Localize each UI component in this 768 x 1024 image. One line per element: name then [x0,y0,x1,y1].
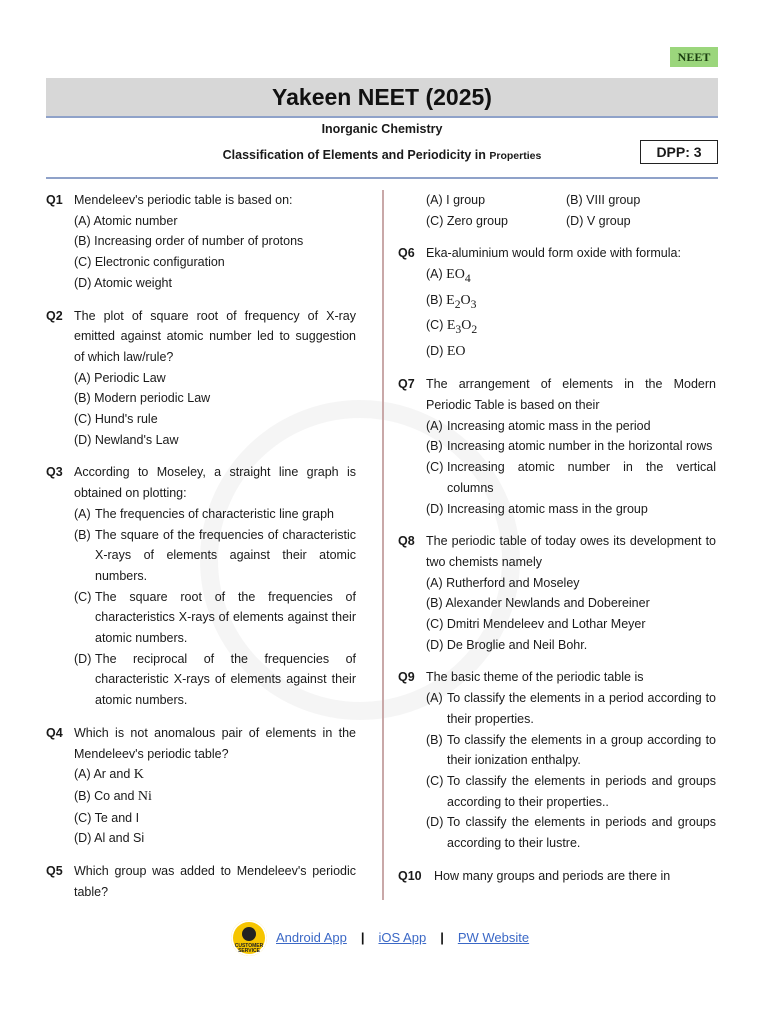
option-c [426,457,716,498]
question-number: Q10 [398,868,422,883]
topic-small: Properties [489,150,542,162]
customer-service-logo-icon[interactable] [231,920,267,956]
question-q10 [398,866,716,887]
question-number: Q2 [46,308,63,323]
question-number: Q6 [398,246,415,261]
question-text: The arrangement of elements in the Modern Periodic Table is based on their [426,377,716,413]
option-letter: (A) [426,267,447,282]
math-symbol: K [133,767,144,783]
option-d: (D) Atomic weight [74,275,172,290]
question-number: Q5 [46,864,63,879]
page-title: Yakeen NEET (2025) [46,78,718,118]
formula: $E_2O_3$ [446,292,477,311]
topic-heading [46,148,718,162]
option-a: (A) Atomic number [74,213,178,228]
option-b: (B) Increasing order of number of protons [74,234,304,249]
option-letter: (C) [426,460,444,475]
option-text: To classify the elements in periods and groups according to their lustre. [447,815,716,851]
option-d [426,812,716,853]
option-c [74,587,356,649]
formula: $EO_4$ [446,267,471,285]
option-b [426,290,716,316]
question-q4 [46,723,356,849]
question-number: Q8 [398,534,415,549]
question-q7 [398,374,716,519]
pw-website-link[interactable]: PW Website [457,930,530,945]
option-text: (B) Co and [74,788,138,803]
option-d [74,649,356,711]
option-text: Increasing atomic number in the vertical columns [447,460,716,495]
question-number: Q3 [46,465,63,480]
option-b [426,436,716,457]
option-text: The reciprocal of the frequencies of characteristic X-rays of elements against their atomic numbers. [95,651,356,708]
question-number: Q1 [46,193,63,207]
option-d [426,341,716,363]
question-number: Q7 [398,377,415,392]
option-c [426,315,716,341]
option-letter: (D) [74,651,92,666]
question-q9 [398,667,716,853]
question-text: Eka-aluminium would form oxide with formula: [426,246,681,261]
logo-text: CUSTOMER SERVICE [234,943,264,954]
option-d: (D) De Broglie and Neil Bohr. [426,637,588,652]
neet-badge: NEET [670,47,718,67]
option-letter: (A) [426,691,443,706]
question-text: Mendeleev's periodic table is based on: [74,193,293,207]
option-text: Increasing atomic number in the horizontal rows [447,439,713,454]
separator: | [360,930,365,945]
option-b [74,525,356,587]
option-text: The frequencies of characteristic line graph [95,506,335,521]
option-c: (C) Zero group [426,213,508,228]
question-q8 [398,531,716,655]
left-column [46,190,356,915]
header-rule [46,177,718,179]
question-text: How many groups and periods are there in [434,868,671,883]
question-q5 [46,861,356,902]
question-q5-options [398,190,716,231]
ios-app-link[interactable]: iOS App [378,930,427,945]
option-c [426,771,716,812]
option-letter: (D) [426,815,444,830]
question-text: Which is not anomalous pair of elements in the Mendeleev's periodic table? [74,725,356,761]
topic-main: Classification of Elements and Periodicity in [222,148,490,162]
headset-icon [242,927,256,941]
option-letter: (A) [426,418,443,433]
option-d [426,499,716,520]
question-q3 [46,462,356,710]
option-a [426,264,716,290]
option-text: The square of the frequencies of characteristic X-rays of elements against their atomic numbers. [95,527,356,583]
subject-heading: Inorganic Chemistry [321,122,443,136]
question-text: The plot of square root of frequency of X-ray emitted against atomic number led to suggestion of which law/rule? [74,308,356,364]
math-symbol: Ni [137,788,152,804]
separator: | [440,930,444,945]
option-c: (C) Hund's rule [74,412,158,427]
column-divider [382,190,384,900]
option-b: (B) Alexander Newlands and Dobereiner [426,596,650,611]
option-text: Increasing atomic mass in the period [447,418,651,433]
option-letter: (B) [426,732,443,747]
option-b: (B) Modern periodic Law [74,391,211,406]
option-letter: (B) [426,439,443,454]
option-text: To classify the elements in periods and groups according to their properties.. [447,773,716,809]
option-a: (A) Rutherford and Moseley [426,575,580,590]
option-text: The square root of the frequencies of characteristics X-rays of elements against their atomic numbers. [95,589,356,646]
option-a: (A) Periodic Law [74,370,166,385]
android-app-link[interactable]: Android App [276,930,347,945]
question-q1 [46,190,356,294]
option-c: (C) Electronic configuration [74,255,225,270]
option-letter: (C) [426,318,447,333]
option-text: Increasing atomic mass in the group [447,501,648,516]
option-b [74,786,356,808]
option-text: (A) Ar and [74,767,134,782]
option-d: (D) Al and Si [74,831,145,846]
question-q6 [398,243,716,362]
option-letter: (B) [74,527,91,542]
dpp-box: DPP: 3 [640,140,718,164]
option-a [74,504,356,525]
option-text: To classify the elements in a period according to their properties. [447,691,716,726]
question-text: Which group was added to Mendeleev's periodic table? [74,864,356,899]
option-letter: (C) [74,589,92,604]
question-number: Q9 [398,670,415,685]
right-column [398,190,716,898]
question-text: According to Moseley, a straight line graph is obtained on plotting: [74,465,356,501]
formula: EO [446,343,466,359]
option-letter: (D) [426,501,444,516]
option-a [426,416,716,437]
option-a [426,688,716,729]
option-c: (C) Te and I [74,810,140,825]
option-b: (B) VIII group [566,193,641,207]
option-letter: (D) [426,343,447,358]
footer-links [276,930,529,945]
footer [0,918,768,962]
question-number: Q4 [46,725,63,740]
option-c: (C) Dmitri Mendeleev and Lothar Meyer [426,617,646,632]
option-text: To classify the elements in a group according to their ionization enthalpy. [447,732,716,768]
formula: $E_3O_2$ [446,318,478,336]
option-letter: (A) [74,506,91,521]
question-text: The basic theme of the periodic table is [426,670,644,685]
question-q2 [46,306,356,451]
option-letter: (B) [426,292,447,307]
question-text: The periodic table of today owes its development to two chemists namely [426,534,716,569]
option-d: (D) Newland's Law [74,432,179,447]
option-b [426,730,716,771]
option-a [74,764,356,786]
option-a: (A) I group [426,193,486,207]
option-letter: (C) [426,773,444,788]
option-d: (D) V group [566,213,631,228]
